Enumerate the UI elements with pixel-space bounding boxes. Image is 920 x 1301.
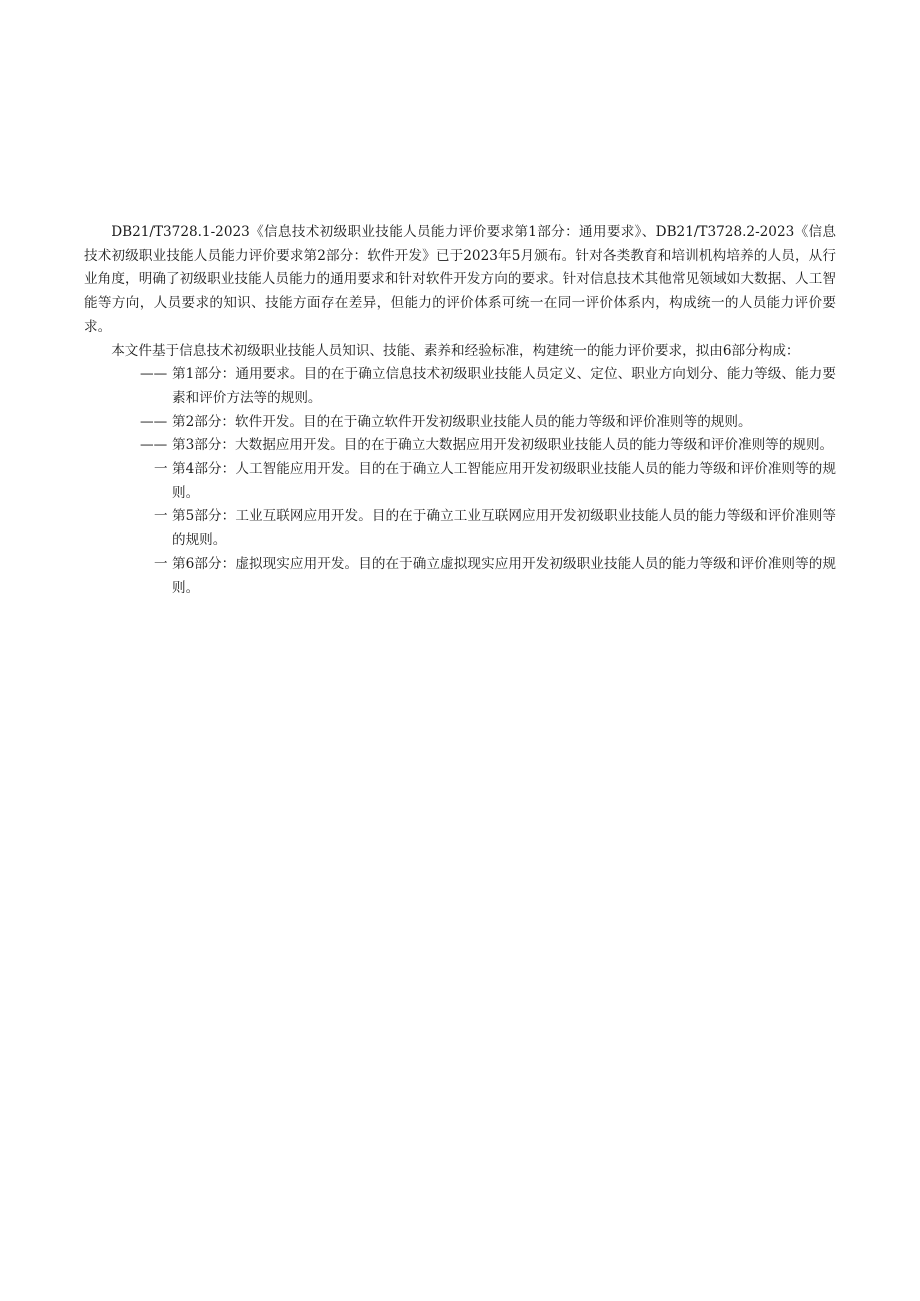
em-dash-marker: —— (140, 413, 168, 430)
part-text: 第4部分：人工智能应用开发。目的在于确立人工智能应用开发初级职业技能人员的能力等级和评价准则等的规则。 (172, 461, 836, 501)
part-list-item-4 (84, 458, 836, 505)
part-text: 第3部分：大数据应用开发。目的在于确立大数据应用开发初级职业技能人员的能力等级和评价准则等的规则。 (172, 437, 834, 454)
part-list-item-3 (84, 434, 836, 458)
document-body (84, 221, 836, 600)
part-list-item-5 (84, 505, 836, 552)
structure-paragraph: 本文件基于信息技术初级职业技能人员知识、技能、素养和经验标准，构建统一的能力评价要求，拟由6部分构成： (111, 342, 800, 359)
dash-marker: 一 (154, 555, 168, 572)
em-dash-marker: —— (140, 366, 168, 383)
part-text: 第2部分：软件开发。目的在于确立软件开发初级职业技能人员的能力等级和评价准则等的规则。 (172, 413, 752, 430)
dash-marker: 一 (154, 508, 168, 525)
part-list-item-1 (84, 363, 836, 410)
intro-paragraph: DB21/T3728.1-2023《信息技术初级职业技能人员能力评价要求第1部分：通用要求》、DB21/T3728.2-2023《信息技术初级职业技能人员能力评价要求第2部分：软件开发》已于2023年5月颁布。针对各类教育和培训机构培养的人员，从行业角度，明确了初级职业技能人员能力的通用要求和针对软件开发方向的要求。针对信息技术其他常见领域如大数据、人工智能等方向，人员要求的知识、技能方面存在差异，但能力的评价体系可统一在同一评价体系内，构成统一的人员能力评价要求。 (84, 224, 836, 335)
part-text: 第5部分：工业互联网应用开发。目的在于确立工业互联网应用开发初级职业技能人员的能力等级和评价准则等的规则。 (172, 508, 836, 549)
dash-marker: 一 (154, 461, 168, 478)
part-list-item-2 (84, 411, 836, 435)
part-text: 第1部分：通用要求。目的在于确立信息技术初级职业技能人员定义、定位、职业方向划分、能力等级、能力要素和评价方法等的规则。 (172, 366, 836, 406)
em-dash-marker: —— (140, 437, 168, 454)
part-list-item-6 (84, 553, 836, 600)
part-text: 第6部分：虚拟现实应用开发。目的在于确立虚拟现实应用开发初级职业技能人员的能力等级和评价准则等的规则。 (172, 555, 836, 596)
